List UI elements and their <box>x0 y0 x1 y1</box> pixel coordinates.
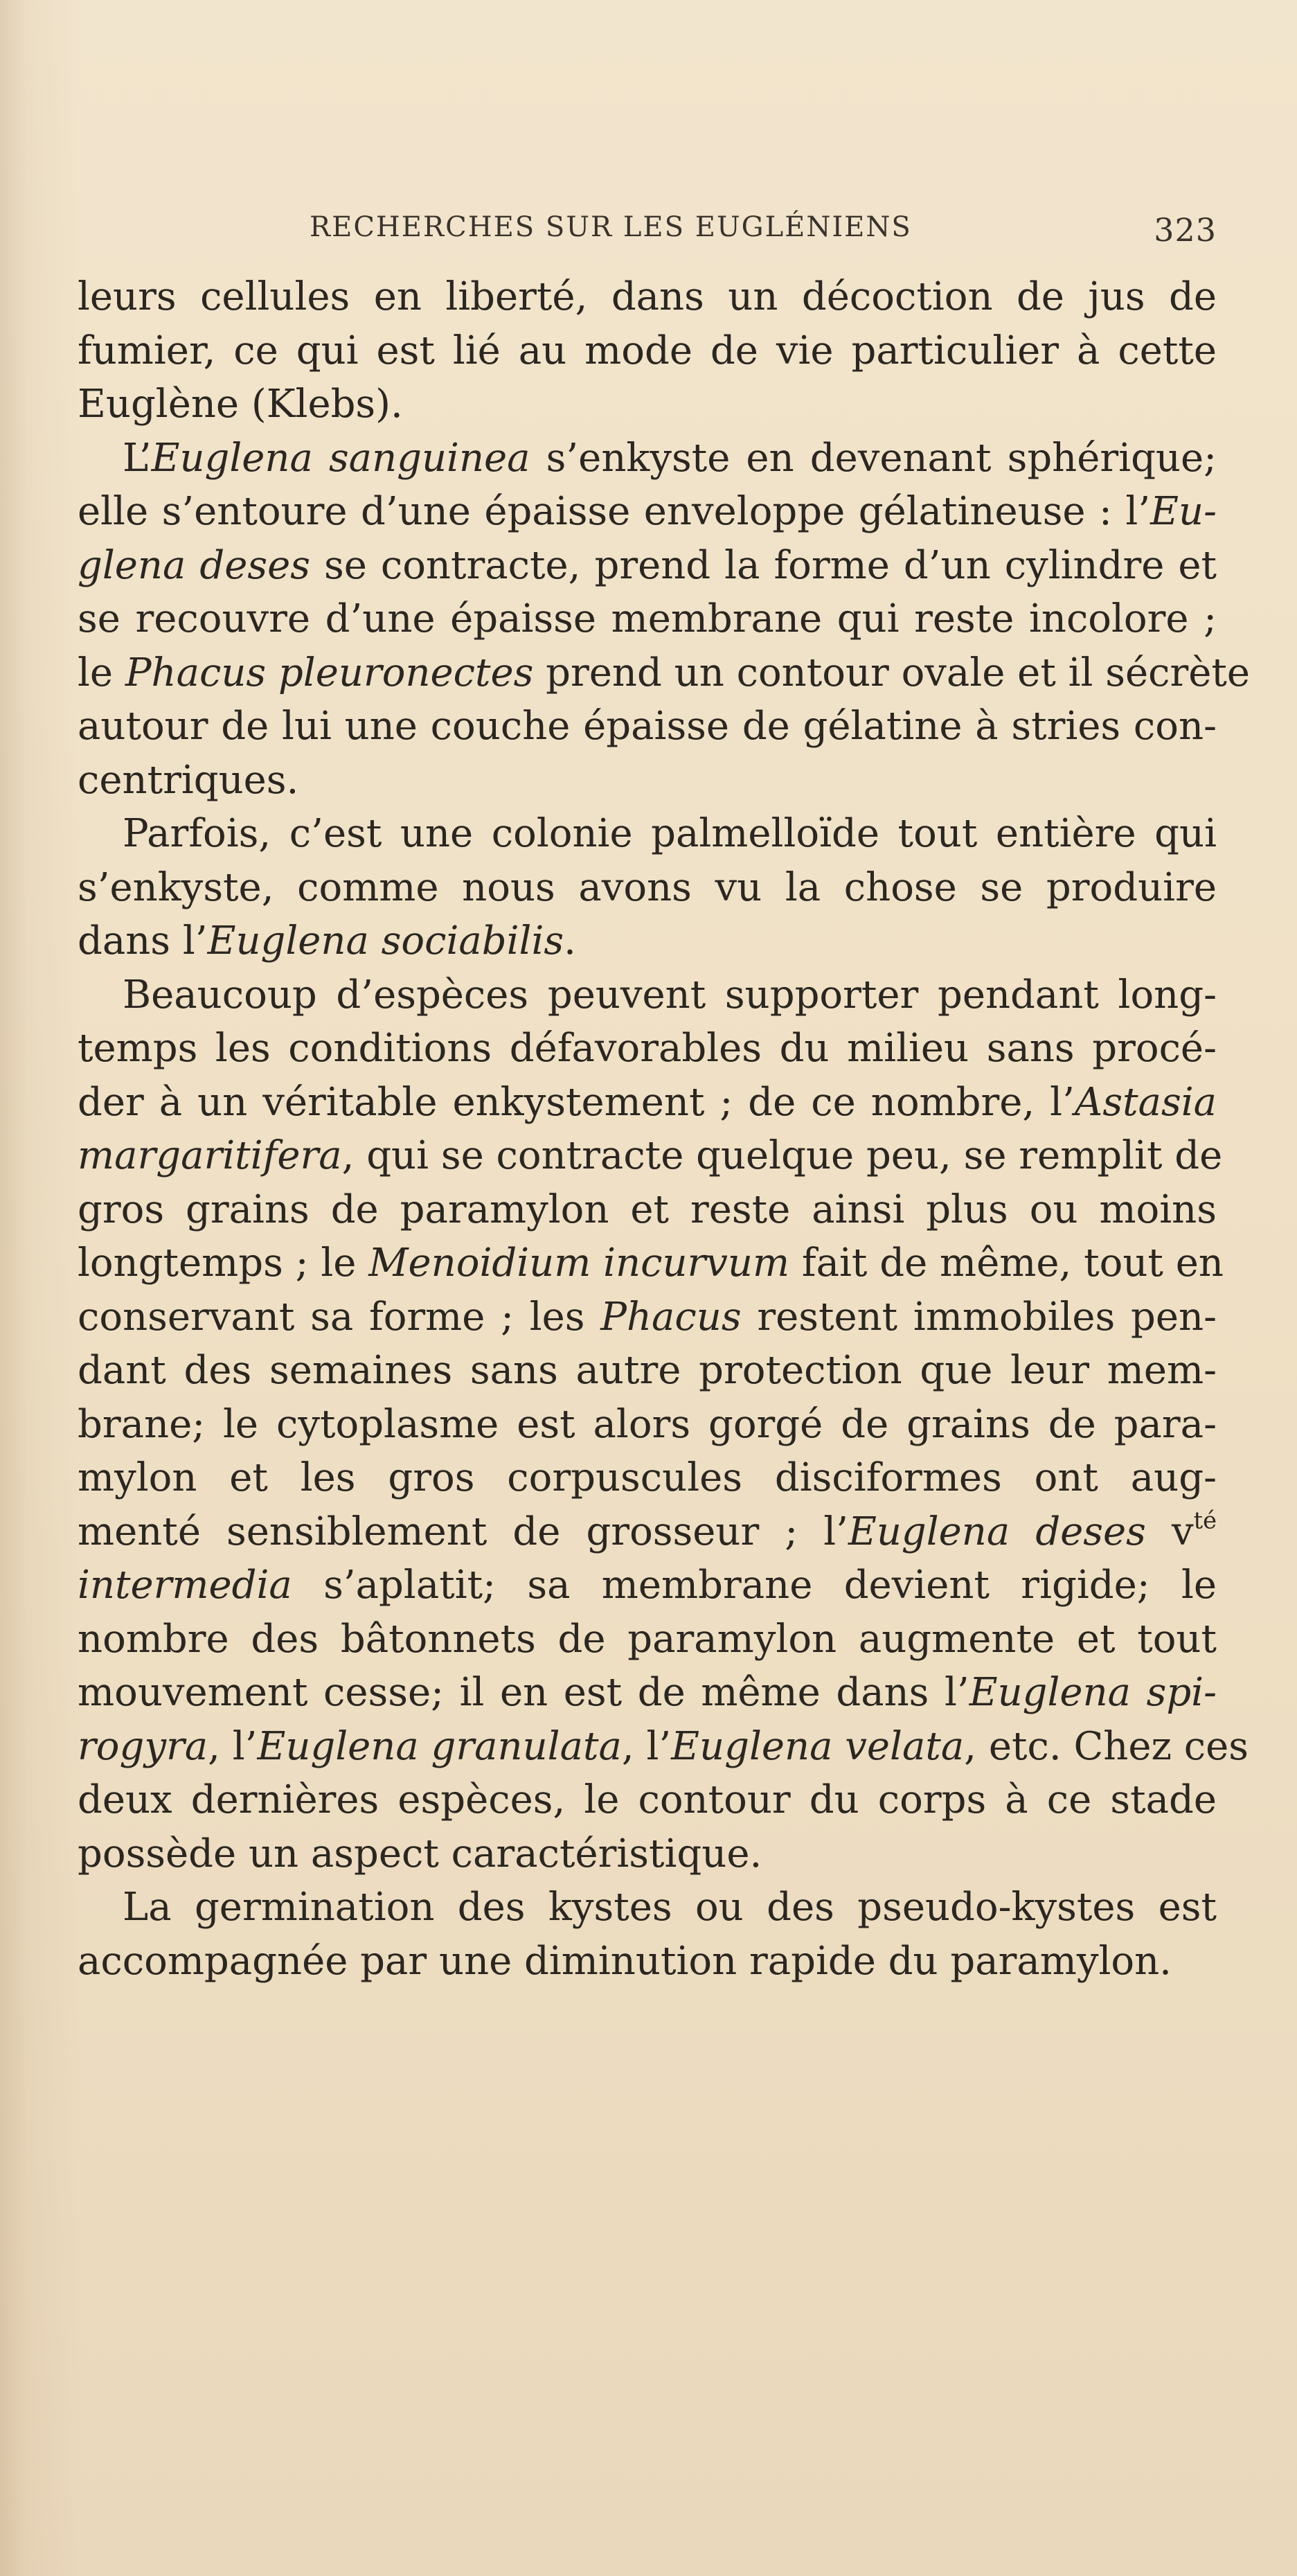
italic-text: Euglena sanguinea <box>151 435 530 481</box>
text-segment: se contracte, prend la forme d’un cylindre et <box>310 542 1217 588</box>
text-segment: conservant sa forme ; les <box>78 1294 601 1340</box>
text-segment: mouvement cesse; il en est de même dans l’ <box>78 1670 969 1715</box>
text-line <box>78 1398 1217 1452</box>
text-segment: se recouvre d’une épaisse membrane qui reste incolore ; <box>78 596 1217 641</box>
text-line <box>78 807 1217 861</box>
text-line <box>78 1720 1249 1774</box>
italic-text: margaritifera <box>78 1133 342 1178</box>
italic-text: Euglena sociabilis <box>207 918 564 963</box>
text-segment: nombre des bâtonnets de paramylon augmente et tout <box>78 1616 1217 1662</box>
text-line <box>78 1290 1217 1344</box>
text-segment: deux dernières espèces, le contour du corps à ce stade <box>78 1777 1217 1822</box>
text-segment: possède un aspect caractéristique. <box>78 1831 762 1876</box>
text-segment: Beaucoup d’espèces peuvent supporter pendant long- <box>123 972 1217 1018</box>
text-segment: longtemps ; le <box>78 1241 369 1286</box>
running-head <box>78 211 1217 253</box>
italic-text: intermedia <box>78 1563 292 1608</box>
text-line <box>78 1773 1217 1827</box>
text-line <box>78 1935 1217 1989</box>
text-line <box>78 324 1217 378</box>
text-line <box>78 754 1217 808</box>
text-line <box>78 270 1217 324</box>
italic-text: Menoidium incurvum <box>368 1241 790 1286</box>
italic-text: Euglena spi- <box>969 1670 1217 1715</box>
page-number: 323 <box>1154 211 1217 249</box>
text-segment: , etc. Chez ces <box>964 1723 1249 1769</box>
text-line <box>78 1183 1217 1237</box>
text-line <box>78 1129 1223 1183</box>
text-line <box>78 432 1217 486</box>
text-line <box>78 1613 1217 1667</box>
text-line <box>78 1344 1217 1398</box>
text-segment: L’ <box>123 435 152 481</box>
italic-text: Phacus pleuronectes <box>125 650 534 695</box>
text-segment: , qui se contracte quelque peu, se remplit de <box>341 1133 1223 1178</box>
superscript-text: té <box>1193 1506 1217 1534</box>
text-segment: fait de même, tout en <box>789 1241 1224 1286</box>
italic-text: Astasia <box>1074 1079 1217 1125</box>
text-line <box>78 1505 1217 1559</box>
text-segment: accompagnée par une diminution rapide du paramylon. <box>78 1938 1172 1984</box>
text-line <box>78 1666 1217 1720</box>
text-line <box>78 1451 1217 1505</box>
text-line <box>78 485 1217 539</box>
text-segment: brane; le cytoplasme est alors gorgé de grains de para- <box>78 1401 1217 1447</box>
text-line <box>78 646 1251 700</box>
italic-text: Euglena deses <box>848 1509 1146 1554</box>
text-line <box>78 592 1217 646</box>
text-segment: autour de lui une couche épaisse de gélatine à stries con- <box>78 704 1217 749</box>
text-segment: elle s’entoure d’une épaisse enveloppe gélatineuse : l’ <box>78 489 1151 534</box>
text-line <box>78 700 1217 754</box>
text-segment: v <box>1145 1509 1194 1554</box>
italic-text: Euglena velata <box>671 1723 965 1769</box>
text-line <box>78 1827 1217 1881</box>
text-line <box>78 539 1217 593</box>
text-segment: menté sensiblement de grosseur ; l’ <box>78 1509 848 1554</box>
text-line <box>78 1236 1224 1290</box>
text-segment: . <box>564 918 576 963</box>
text-segment: dant des semaines sans autre protection que leur mem- <box>78 1348 1217 1393</box>
italic-text: Phacus <box>600 1294 742 1340</box>
text-line <box>78 377 1217 432</box>
text-segment: s’aplatit; sa membrane devient rigide; le <box>292 1563 1217 1608</box>
text-segment: , l’ <box>208 1723 258 1769</box>
text-segment: , l’ <box>621 1723 672 1769</box>
text-segment: s’enkyste, comme nous avons vu la chose se produire <box>78 864 1217 910</box>
text-segment: temps les conditions défavorables du milieu sans procé- <box>78 1026 1217 1071</box>
text-segment: prend un contour ovale et il sécrète <box>533 650 1251 695</box>
text-segment: le <box>78 650 125 695</box>
italic-text: Eu- <box>1150 489 1217 534</box>
text-segment: leurs cellules en liberté, dans un décoction de jus de <box>78 274 1217 319</box>
running-title: RECHERCHES SUR LES EUGLÉNIENS <box>310 211 912 243</box>
body-text <box>78 270 1251 1988</box>
text-line <box>78 1558 1217 1613</box>
text-segment: La germination des kystes ou des pseudo-kystes est <box>123 1885 1217 1930</box>
text-segment: der à un véritable enkystement ; de ce nombre, l’ <box>78 1079 1075 1125</box>
text-segment: fumier, ce qui est lié au mode de vie particulier à cette <box>78 328 1217 373</box>
text-segment: s’enkyste en devenant sphérique; <box>530 435 1217 481</box>
text-segment: gros grains de paramylon et reste ainsi plus ou moins <box>78 1187 1217 1232</box>
text-line <box>78 1076 1217 1130</box>
text-segment: dans l’ <box>78 918 208 963</box>
text-line <box>78 1022 1217 1076</box>
italic-text: glena deses <box>78 542 310 588</box>
text-line <box>78 914 1217 968</box>
text-line <box>78 968 1217 1022</box>
text-segment: mylon et les gros corpuscules disciformes ont aug- <box>78 1455 1217 1500</box>
text-segment: Euglène (Klebs). <box>78 382 403 427</box>
text-line <box>78 1881 1217 1935</box>
text-segment: centriques. <box>78 757 299 803</box>
text-segment: Parfois, c’est une colonie palmelloïde tout entière qui <box>123 811 1217 856</box>
text-line <box>78 861 1217 915</box>
text-segment: restent immobiles pen- <box>741 1294 1217 1340</box>
italic-text: Euglena granulata <box>257 1723 622 1769</box>
italic-text: rogyra <box>78 1723 208 1769</box>
